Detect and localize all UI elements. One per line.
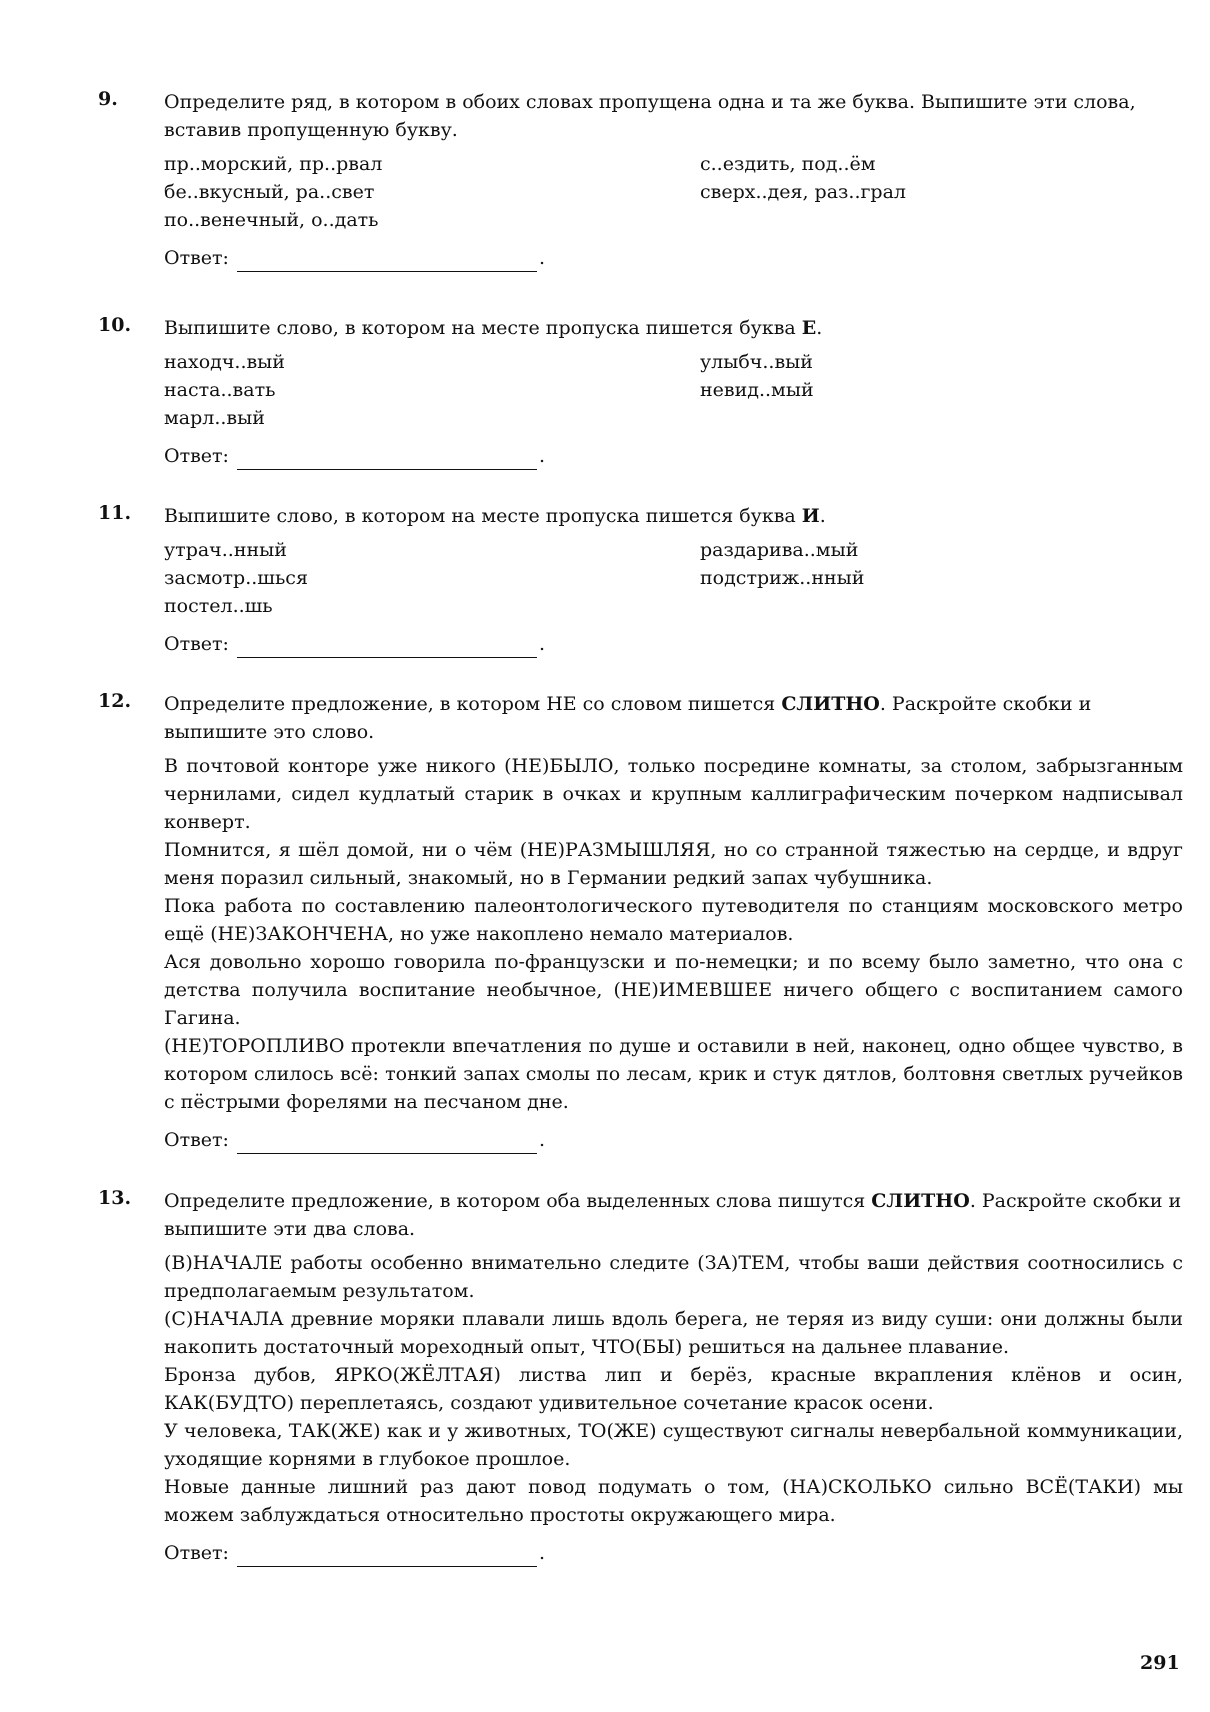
answer-blank[interactable] [237, 1133, 537, 1154]
page-number: 291 [1140, 1652, 1180, 1674]
word-options [164, 150, 1183, 234]
answer-label: Ответ: [164, 247, 229, 269]
sentence: Ася довольно хорошо говорила по-французски и по-немецки; и по всему было заметно, что она с детства получила воспитание необычное, (НЕ)ИМЕВШЕЕ ничего общего с воспитанием самого Гагина. [164, 951, 1183, 1029]
sentence: У человека, ТАК(ЖЕ) как и у животных, ТО(ЖЕ) существуют сигналы невербальной коммуникации, уходящие корнями в глубокое прошлое. [164, 1420, 1183, 1470]
word-options [164, 348, 1183, 432]
task-number: 12. [98, 690, 132, 712]
sentence: (С)НАЧАЛА древние моряки плавали лишь вдоль берега, не теряя из виду суши: они должны были накопить достаточный мореходный опыт, ЧТО(БЫ) решиться на дальнее плавание. [164, 1308, 1183, 1358]
task-10 [98, 314, 1183, 470]
answer-label: Ответ: [164, 1129, 229, 1151]
answer-row: Ответ: . [164, 244, 1183, 272]
word-option: находч..вый [164, 351, 285, 373]
answer-row: Ответ: . [164, 630, 1183, 658]
word-option: с..ездить, под..ём [700, 153, 876, 175]
answer-blank[interactable] [237, 449, 537, 470]
sentence: (В)НАЧАЛЕ работы особенно внимательно следите (ЗА)ТЕМ, чтобы ваши действия соотносились с предполагаемым результатом. [164, 1252, 1183, 1302]
word-option: постел..шь [164, 595, 273, 617]
sentence: В почтовой конторе уже никого (НЕ)БЫЛО, только посредине комнаты, за столом, забрызганным чернилами, сидел кудлатый старик в очках и крупным каллиграфическим почерком надписывал конверт. [164, 755, 1183, 833]
task-number: 11. [98, 502, 132, 524]
sentence: Новые данные лишний раз дают повод подумать о том, (НА)СКОЛЬКО сильно ВСЁ(ТАКИ) мы можем заблуждаться относительно простоты окружающего мира. [164, 1476, 1183, 1526]
answer-row: Ответ: . [164, 1539, 1183, 1567]
task-9 [98, 88, 1183, 272]
task-12 [98, 690, 1183, 1154]
sentence: Бронза дубов, ЯРКО(ЖЁЛТАЯ) листва лип и берёз, красные вкрапления клёнов и осин, КАК(БУДТО) переплетаясь, создают удивительное сочетание красок осени. [164, 1364, 1183, 1414]
task-question: Определите предложение, в котором НЕ со словом пишется СЛИТНО. Раскройте скобки и выпишите это слово. [164, 693, 1092, 743]
word-option: подстриж..нный [700, 567, 865, 589]
task-question: Определите ряд, в котором в обоих словах пропущена одна и та же буква. Выпишите эти слова, вставив пропущенную букву. [164, 91, 1136, 141]
sentence: Пока работа по составлению палеонтологического путеводителя по станциям московского метро ещё (НЕ)ЗАКОНЧЕНА, но уже накоплено немало материалов. [164, 895, 1183, 945]
word-option: бе..вкусный, ра..свет [164, 181, 375, 203]
task-number: 9. [98, 88, 118, 110]
answer-label: Ответ: [164, 445, 229, 467]
task-question: Определите предложение, в котором оба выделенных слова пишутся СЛИТНО. Раскройте скобки и выпишите эти два слова. [164, 1190, 1182, 1240]
word-option: наста..вать [164, 379, 276, 401]
sentence: (НЕ)ТОРОПЛИВО протекли впечатления по душе и оставили в ней, наконец, одно общее чувство, в котором слилось всё: тонкий запах смолы по лесам, крик и стук дятлов, болтовня светлых ручейков с пёстрыми форелями на песчаном дне. [164, 1035, 1183, 1113]
task-question: Выпишите слово, в котором на месте пропуска пишется буква И. [164, 505, 826, 527]
task-question: Выпишите слово, в котором на месте пропуска пишется буква Е. [164, 317, 823, 339]
word-option: сверх..дея, раз..грал [700, 181, 906, 203]
task-11 [98, 502, 1183, 658]
word-option: пр..морский, пр..рвал [164, 153, 383, 175]
word-option: невид..мый [700, 379, 814, 401]
sentence: Помнится, я шёл домой, ни о чём (НЕ)РАЗМЫШЛЯЯ, но со странной тяжестью на сердце, и вдруг меня поразил сильный, знакомый, но в Германии редкий запах чубушника. [164, 839, 1183, 889]
answer-blank[interactable] [237, 637, 537, 658]
task-13 [98, 1187, 1183, 1567]
answer-blank[interactable] [237, 251, 537, 272]
answer-label: Ответ: [164, 633, 229, 655]
word-options [164, 536, 1183, 620]
word-option: раздарива..мый [700, 539, 859, 561]
word-option: марл..вый [164, 407, 265, 429]
word-option: по..венечный, о..дать [164, 209, 379, 231]
answer-blank[interactable] [237, 1546, 537, 1567]
word-option: улыбч..вый [700, 351, 813, 373]
word-option: утрач..нный [164, 539, 287, 561]
sentence-list [164, 752, 1183, 1116]
sentence-list [164, 1249, 1183, 1529]
task-number: 10. [98, 314, 132, 336]
task-number: 13. [98, 1187, 132, 1209]
word-option: засмотр..шься [164, 567, 308, 589]
answer-label: Ответ: [164, 1542, 229, 1564]
answer-row: Ответ: . [164, 1126, 1183, 1154]
answer-row: Ответ: . [164, 442, 1183, 470]
